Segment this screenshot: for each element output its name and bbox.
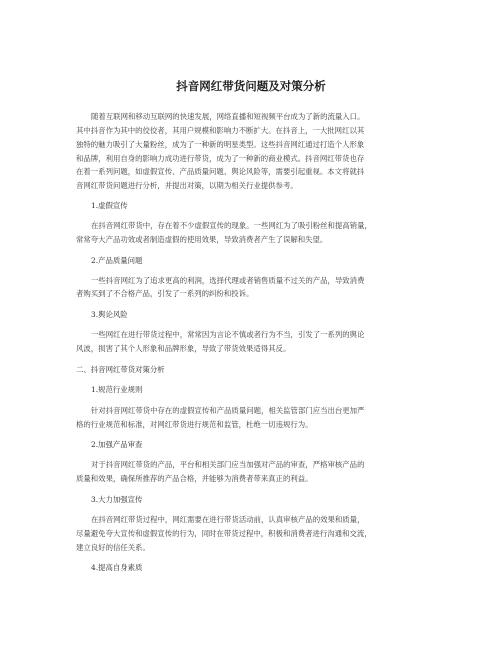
- paragraph-line: 一些抖音网红为了追求更高的利润，选择代理或者销售质量不过关的产品，导致消费: [91, 276, 365, 285]
- paragraph-line: 一些网红在进行带货过程中，常常因为言论不慎或者行为不当，引发了一系列的舆论: [91, 330, 365, 339]
- paragraph-line: 者购买到了不合格产品，引发了一系列的纠纷和投诉。: [76, 289, 254, 298]
- paragraph-line: 格的行业规范和标准，对网红带货进行规范和监管，杜绝一切违规行为。: [76, 420, 313, 429]
- section-heading: 3.大力加强宣传: [91, 495, 143, 504]
- paragraph-line: 针对抖音网红带货中存在的虚假宣传和产品质量问题，相关监管部门应当出台更加严: [91, 406, 365, 415]
- part-heading: 二、抖音网红带货对策分析: [76, 365, 165, 374]
- intro-line: 在着一系列问题，如虚假宣传、产品质量问题、舆论风险等，需要引起重视。本文将就抖: [76, 167, 365, 176]
- section-heading: 3.舆论风险: [91, 310, 128, 319]
- intro-line: 独特的魅力吸引了大量粉丝，成为了一种新的明星类型。这些抖音网红通过打造个人形象: [76, 140, 365, 149]
- section-heading: 2.加强产品审查: [91, 440, 143, 449]
- section-heading: 1.规范行业规则: [91, 385, 143, 394]
- paragraph-line: 常常夸大产品功效或者制造虚假的使用效果，导致消费者产生了误解和失望。: [76, 235, 328, 244]
- intro-line: 音网红带货问题进行分析，并提出对策，以期为相关行业提供参考。: [76, 181, 298, 190]
- document-title: 抖音网红带货问题及对策分析: [176, 79, 326, 93]
- paragraph-line: 尽量避免夸大宣传和虚假宣传的行为，同时在带货过程中，积极和消费者进行沟通和交流，: [76, 529, 372, 538]
- intro-line: 其中抖音作为其中的佼佼者，其用户规模和影响力不断扩大。在抖音上，一大批网红以其: [76, 126, 365, 135]
- intro-line: 随着互联网和移动互联网的快速发展，网络直播和短视频平台成为了新的流量入口。: [91, 112, 365, 121]
- intro-line: 和品牌，利用自身的影响力成功进行带货，成为了一种新的商业模式。抖音网红带货也存: [76, 154, 365, 163]
- paragraph-line: 在抖音网红带货中，存在着不少虚假宣传的现象。一些网红为了吸引粉丝和提高销量，: [91, 221, 372, 230]
- paragraph-line: 对于抖音网红带货的产品，平台和相关部门应当加强对产品的审查，严格审核产品的: [91, 460, 365, 469]
- section-heading: 1.虚假宣传: [91, 201, 128, 210]
- paragraph-line: 建立良好的信任关系。: [76, 543, 150, 552]
- paragraph-line: 质量和效果，确保所推荐的产品合格，并能够为消费者带来真正的利益。: [76, 474, 313, 483]
- section-heading: 2.产品质量问题: [91, 256, 143, 265]
- section-heading: 4.提高自身素质: [91, 563, 143, 572]
- paragraph-line: 风波，损害了其个人形象和品牌形象，导致了带货效果适得其反。: [76, 344, 291, 353]
- paragraph-line: 在抖音网红带货过程中，网红需要在进行带货活动前，认真审核产品的效果和质量，: [91, 515, 365, 524]
